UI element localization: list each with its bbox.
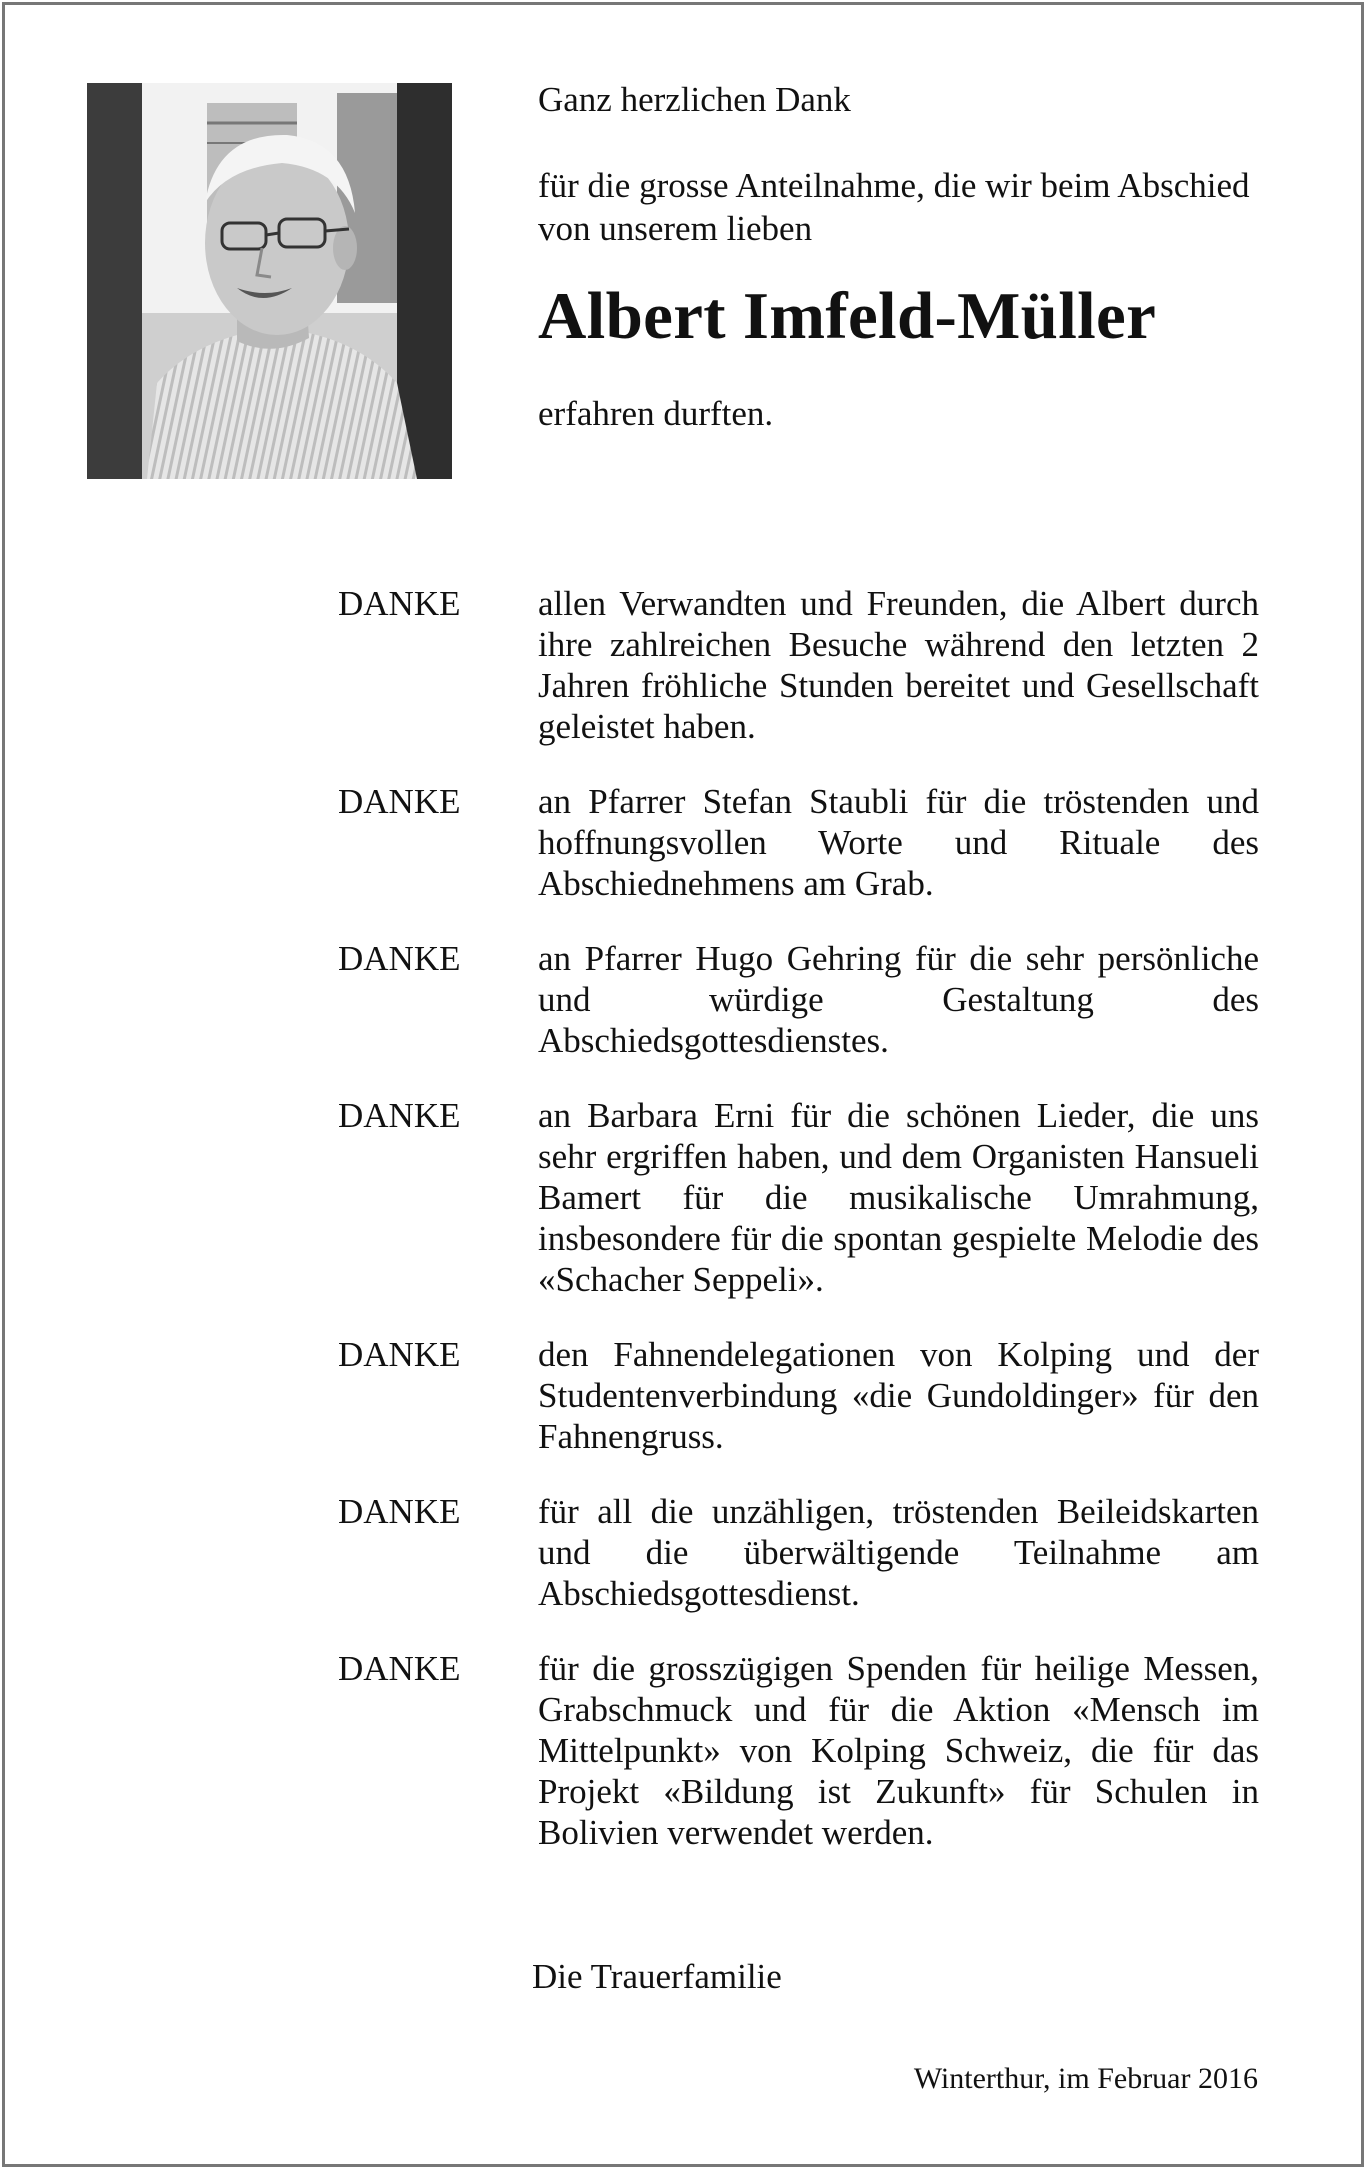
signature: Die Trauerfamilie [532,1957,782,1996]
header-block [538,78,1258,435]
portrait-illustration [87,83,452,479]
entry-label: DANKE [338,782,461,821]
entry-label: DANKE [338,584,461,623]
greeting: Ganz herzlichen Dank [538,80,851,119]
entry-label: DANKE [338,1096,461,1135]
entry-text: den Fahnendelegationen von Kolping und der Studentenverbindung «die Gundoldinger» für den Fahnengruss. [538,1335,1259,1456]
entry-text: für all die unzähligen, tröstenden Beileidskarten und die überwältigende Teilnahme am Abschiedsgottesdienst. [538,1492,1259,1613]
closing-intro: erfahren durften. [538,394,774,433]
entry-text: an Pfarrer Stefan Staubli für die tröstenden und hoffnungsvollen Worte und Rituale des Abschiednehmens am Grab. [538,782,1259,903]
thanks-entry [0,1095,1370,1300]
entry-text: an Pfarrer Hugo Gehring für die sehr persönliche und würdige Gestaltung des Abschiedsgottesdienstes. [538,939,1259,1060]
entry-label: DANKE [338,1335,461,1374]
thanks-entry [0,938,1370,1061]
deceased-name: Albert Imfeld-Müller [538,279,1157,353]
intro-text: für die grosse Anteilnahme, die wir beim Abschied von unserem lieben [538,166,1250,248]
entry-text: an Barbara Erni für die schönen Lieder, die uns sehr ergriffen haben, und dem Organisten Hansueli Bamert für die musikalische Umrahmung, insbesondere für die spontan gespielte Melodie des «Schacher Seppeli». [538,1096,1259,1299]
portrait-photo [87,83,452,479]
entry-text: allen Verwandten und Freunden, die Albert durch ihre zahlreichen Besuche während den letzten 2 Jahren fröhliche Stunden bereitet und Gesellschaft geleistet haben. [538,584,1259,746]
thanks-entry [0,1491,1370,1614]
thanks-entry [0,583,1370,747]
thanks-list [0,583,1370,1887]
entry-label: DANKE [338,1649,461,1688]
thanks-entry [0,1334,1370,1457]
thanks-entry [0,781,1370,904]
entry-text: für die grosszügigen Spenden für heilige Messen, Grabschmuck und für die Aktion «Mensch im Mittelpunkt» von Kolping Schweiz, die für das Projekt «Bildung ist Zukunft» für Schulen in Bolivien verwendet werden. [538,1649,1259,1852]
place-date: Winterthur, im Februar 2016 [913,2062,1258,2095]
entry-label: DANKE [338,1492,461,1531]
thanks-entry [0,1648,1370,1853]
entry-label: DANKE [338,939,461,978]
